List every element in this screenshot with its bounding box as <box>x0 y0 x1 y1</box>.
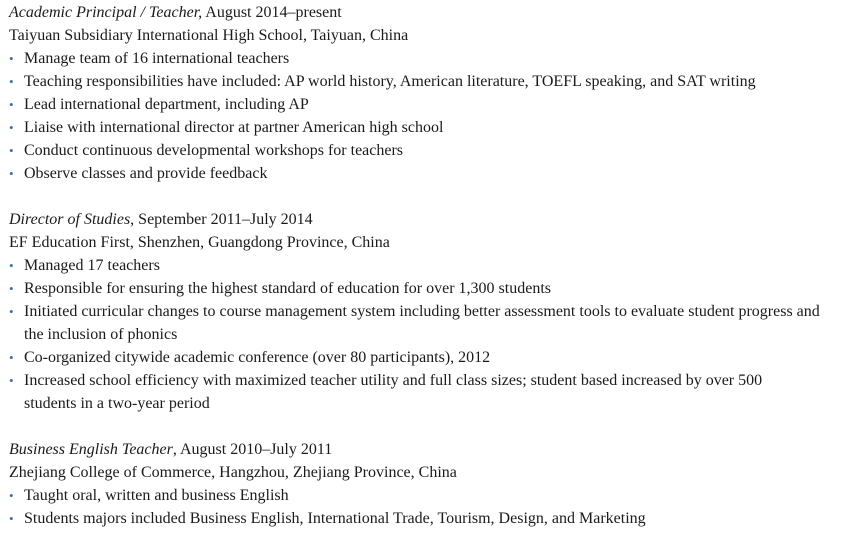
bullet-icon: • <box>9 74 14 89</box>
bullet-icon: • <box>9 511 14 526</box>
job-heading <box>9 1 849 24</box>
job-duties <box>9 47 849 185</box>
list-item: • Taught oral, written and business English <box>9 484 849 507</box>
job-dates: , September 2011–July 2014 <box>130 211 313 228</box>
bullet-icon: • <box>9 143 14 158</box>
list-item: • Co-organized citywide academic conference (over 80 participants), 2012 <box>9 346 849 369</box>
job-dates: August 2014–present <box>202 4 342 21</box>
job-organization: Zhejiang College of Commerce, Hangzhou, Zhejiang Province, China <box>9 464 457 481</box>
job-entry <box>9 208 849 415</box>
bullet-icon: • <box>9 373 14 388</box>
bullet-icon: • <box>9 97 14 112</box>
job-entry <box>9 438 849 530</box>
list-item: • Managed 17 teachers <box>9 254 849 277</box>
job-duties <box>9 484 849 530</box>
bullet-icon: • <box>9 350 14 365</box>
list-item: • Liaise with international director at partner American high school <box>9 116 849 139</box>
job-organization: EF Education First, Shenzhen, Guangdong Province, China <box>9 234 390 251</box>
job-dates: , August 2010–July 2011 <box>172 441 333 458</box>
job-duties <box>9 254 849 415</box>
list-item: • Conduct continuous developmental workshops for teachers <box>9 139 849 162</box>
bullet-icon: • <box>9 166 14 181</box>
resume-experience <box>9 1 849 553</box>
bullet-icon: • <box>9 120 14 135</box>
job-heading <box>9 208 849 231</box>
list-item: • Lead international department, including AP <box>9 93 849 116</box>
bullet-icon: • <box>9 51 14 66</box>
bullet-icon: • <box>9 488 14 503</box>
bullet-icon: • <box>9 281 14 296</box>
list-item: • Observe classes and provide feedback <box>9 162 849 185</box>
job-title: Business English Teacher <box>9 441 173 458</box>
list-item: • Increased school efficiency with maximized teacher utility and full class sizes; student based increased by over 500 students in a two-year period <box>9 369 794 415</box>
job-entry <box>9 1 849 185</box>
job-heading <box>9 438 849 461</box>
list-item: • Teaching responsibilities have included: AP world history, American literature, TOEFL speaking, and SAT writing <box>9 70 849 93</box>
bullet-icon: • <box>9 304 14 319</box>
job-title: Academic Principal / Teacher, <box>9 4 203 21</box>
list-item: • Initiated curricular changes to course management system including better assessment tools to evaluate student progress and the inclusion of phonics <box>9 300 824 346</box>
list-item: • Manage team of 16 international teachers <box>9 47 849 70</box>
job-organization: Taiyuan Subsidiary International High School, Taiyuan, China <box>9 27 409 44</box>
bullet-icon: • <box>9 258 14 273</box>
list-item: • Students majors included Business English, International Trade, Tourism, Design, and Marketing <box>9 507 849 530</box>
job-title: Director of Studies <box>9 211 131 228</box>
list-item: • Responsible for ensuring the highest standard of education for over 1,300 students <box>9 277 849 300</box>
